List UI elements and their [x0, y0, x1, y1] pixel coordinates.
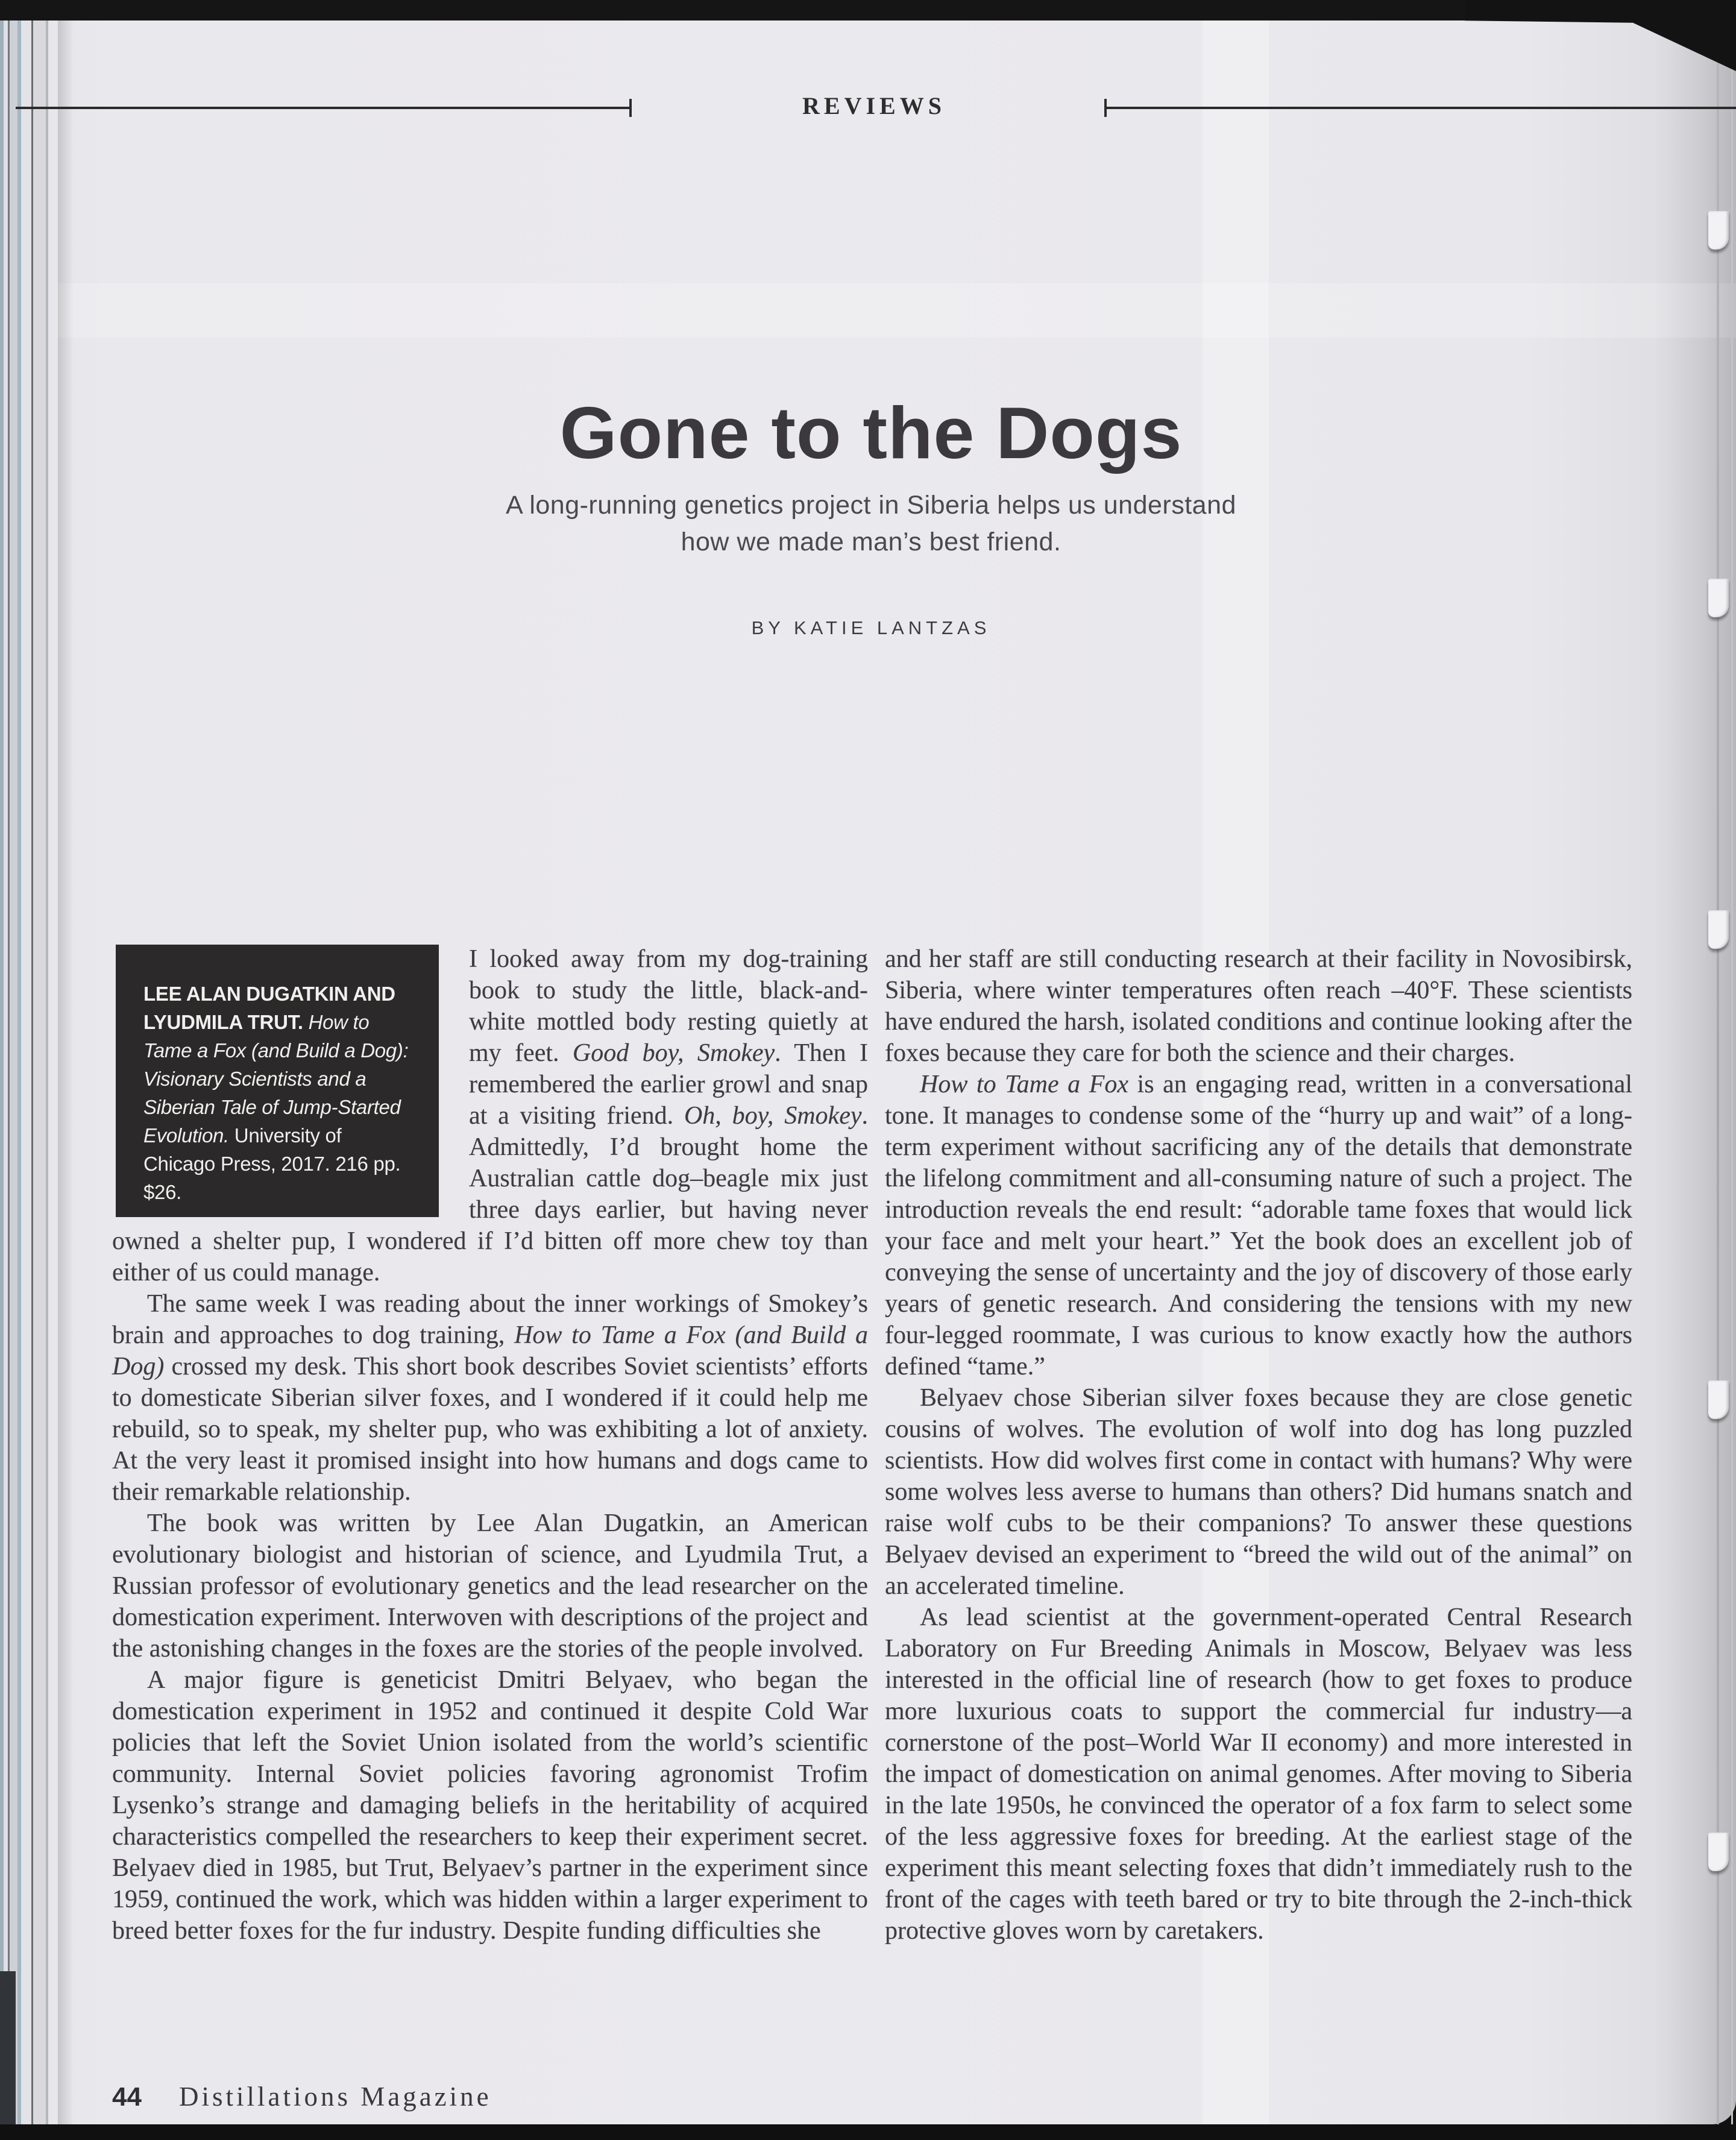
text: and her staff are still conducting research at their facility in Novosibirsk, Siberia, where winter temperatures often reach –40°F. These scientists have endured the harsh, isolated conditions and continue looking after the foxes because they care for both the science and their charges. [885, 945, 1632, 1067]
header-rule-right [1104, 107, 1736, 109]
section-label: REVIEWS [802, 92, 946, 119]
text: crossed my desk. This short book describes Soviet scientists’ efforts to domesticate Siberian silver foxes, and I wondered if it could help me rebuild, so to speak, my shelter pup, who was exhibiting a lot of anxiety. At the very least it promised insight into how humans and dogs came to their remarkable relationship. [112, 1353, 868, 1506]
italic-text: How to Tame a Fox (and Build a Dog) [112, 1321, 869, 1380]
body-paragraph [885, 943, 1632, 1069]
text: Belyaev chose Siberian silver foxes because they are close genetic cousins of wolves. The evolution of wolf into dog has long puzzled scientists. How did wolves first come in contact with humans? Why were some wolves less averse to humans than others? Did humans snatch and raise wolf cubs to be their companions? To answer these questions Belyaev devised an experiment to “breed the wild out of the animal” on an accelerated timeline. [885, 1384, 1632, 1600]
page-edge-notch [1708, 579, 1729, 617]
page-edge-notch [1708, 1833, 1729, 1871]
article-right-column [885, 943, 1632, 1946]
text: As lead scientist at the government-operated Central Research Laboratory on Fur Breeding Animals in Moscow, Belyaev was less interested in the official line of research (how to get foxes to produce more luxurious coats to support the commercial fur industry—a cornerstone of the post–World War II economy) and more interested in the impact of domestication on animal genomes. After moving to Siberia in the late 1950s, he convinced the operator of a fox farm to select some of the less aggressive foxes for breeding. At the earliest stage of the experiment this meant selecting foxes that didn’t immediately rush to the front of the cages with teeth bared or try to bite through the 2-inch-thick protective gloves worn by caretakers. [885, 1603, 1632, 1945]
subtitle-line-2: how we made man’s best friend. [681, 527, 1061, 556]
italic-text: How to Tame a Fox (and Build a Dog): Visionary Scientists and a Siberian Tale of Jump-Started Evolution. [143, 1011, 409, 1147]
page-edge-line [1717, 18, 1719, 2124]
text: is an engaging read, written in a conversational tone. It manages to condense some of the “hurry up and wait” of a long-term experiment without sacrificing any of the details that demonstrate the lifelong commitment and all-consuming nature of such a project. The introduction reveals the end result: “adorable tame foxes that would lick your face and melt your heart.” Yet the book does an excellent job of conveying the sense of uncertainty and the joy of discovery of those early years of genetic research. And considering the tensions with my new four-legged roommate, I was curious to know exactly how the authors defined “tame.” [885, 1071, 1632, 1380]
scanner-bed-bottom [0, 2124, 1736, 2140]
binding-shadow [0, 1971, 16, 2124]
body-paragraph [112, 1664, 868, 1946]
page-edge-notch [1708, 1380, 1729, 1419]
binding-edge [0, 18, 58, 2124]
body-paragraph [112, 1508, 868, 1664]
bold-text: LEE ALAN DUGATKIN AND LYUDMILA TRUT. [143, 983, 395, 1033]
text: . Then I remembered the earlier growl and snap at a visiting friend. [469, 1039, 868, 1130]
page-number: 44 [112, 2082, 142, 2112]
page-edge-notch [1708, 211, 1729, 250]
page-edge-strip [1653, 18, 1736, 2124]
scan-streak [0, 283, 1736, 338]
subtitle [235, 487, 1507, 561]
text: A major figure is geneticist Dmitri Belyaev, who began the domestication experiment in 1952 and continued it despite Cold War policies that left the Soviet Union isolated from the world’s scientific community. Internal Soviet policies favoring agronomist Trofim Lysenko’s strange and damaging beliefs in the heritability of acquired characteristics compelled the researchers to keep their experiment secret. Belyaev died in 1985, but Trut, Belyaev’s partner in the experiment since 1959, continued the work, which was hidden within a larger experiment to breed better foxes for the fur industry. Despite funding difficulties she [112, 1666, 868, 1945]
article-left-column [112, 943, 868, 1946]
italic-text: Oh, boy, Smokey [684, 1102, 862, 1130]
article-right-paragraphs [885, 943, 1632, 1946]
body-paragraph [885, 1602, 1632, 1946]
body-paragraph [885, 1069, 1632, 1382]
page-edge-line [1731, 18, 1733, 2124]
subtitle-line-1: A long-running genetics project in Siberia helps us understand [506, 491, 1236, 520]
text: I looked away from my dog-training book to study the little, black-and-white mottled body resting quietly at my feet. [469, 945, 868, 1067]
italic-text: How to Tame a Fox [920, 1071, 1128, 1098]
body-paragraph [112, 1288, 868, 1508]
italic-text: Good boy, Smokey [572, 1039, 775, 1067]
page-edge-notch [1708, 910, 1729, 949]
text: . Admittedly, I’d brought home the Australian cattle dog–beagle mix just three days earlier, but having never owned a shelter pup, I wondered if I’d bitten off more chew toy than either of us could manage. [112, 1102, 868, 1286]
byline: BY KATIE LANTZAS [751, 617, 991, 638]
text: The book was written by Lee Alan Dugatkin, an American evolutionary biologist and historian of science, and Lyudmila Trut, a Russian professor of evolutionary genetics and the lead researcher on the domestication experiment. Interwoven with descriptions of the project and the astonishing changes in the foxes are the stories of the people involved. [112, 1509, 868, 1663]
header-rule-tick [1104, 99, 1107, 117]
magazine-name: Distillations Magazine [178, 2082, 492, 2112]
binding-shadow [58, 18, 74, 2124]
body-paragraph [885, 1382, 1632, 1602]
text: University of Chicago Press, 2017. 216 pp. $26. [143, 1124, 401, 1203]
page-footer [112, 2081, 492, 2112]
header-rule-left [16, 107, 631, 109]
text: The same week I was reading about the inner workings of Smokey’s brain and approaches to dog training, [112, 1290, 868, 1349]
header-rule-tick [629, 99, 632, 117]
book-info-box [116, 945, 439, 1217]
page-title: Gone to the Dogs [559, 392, 1183, 474]
